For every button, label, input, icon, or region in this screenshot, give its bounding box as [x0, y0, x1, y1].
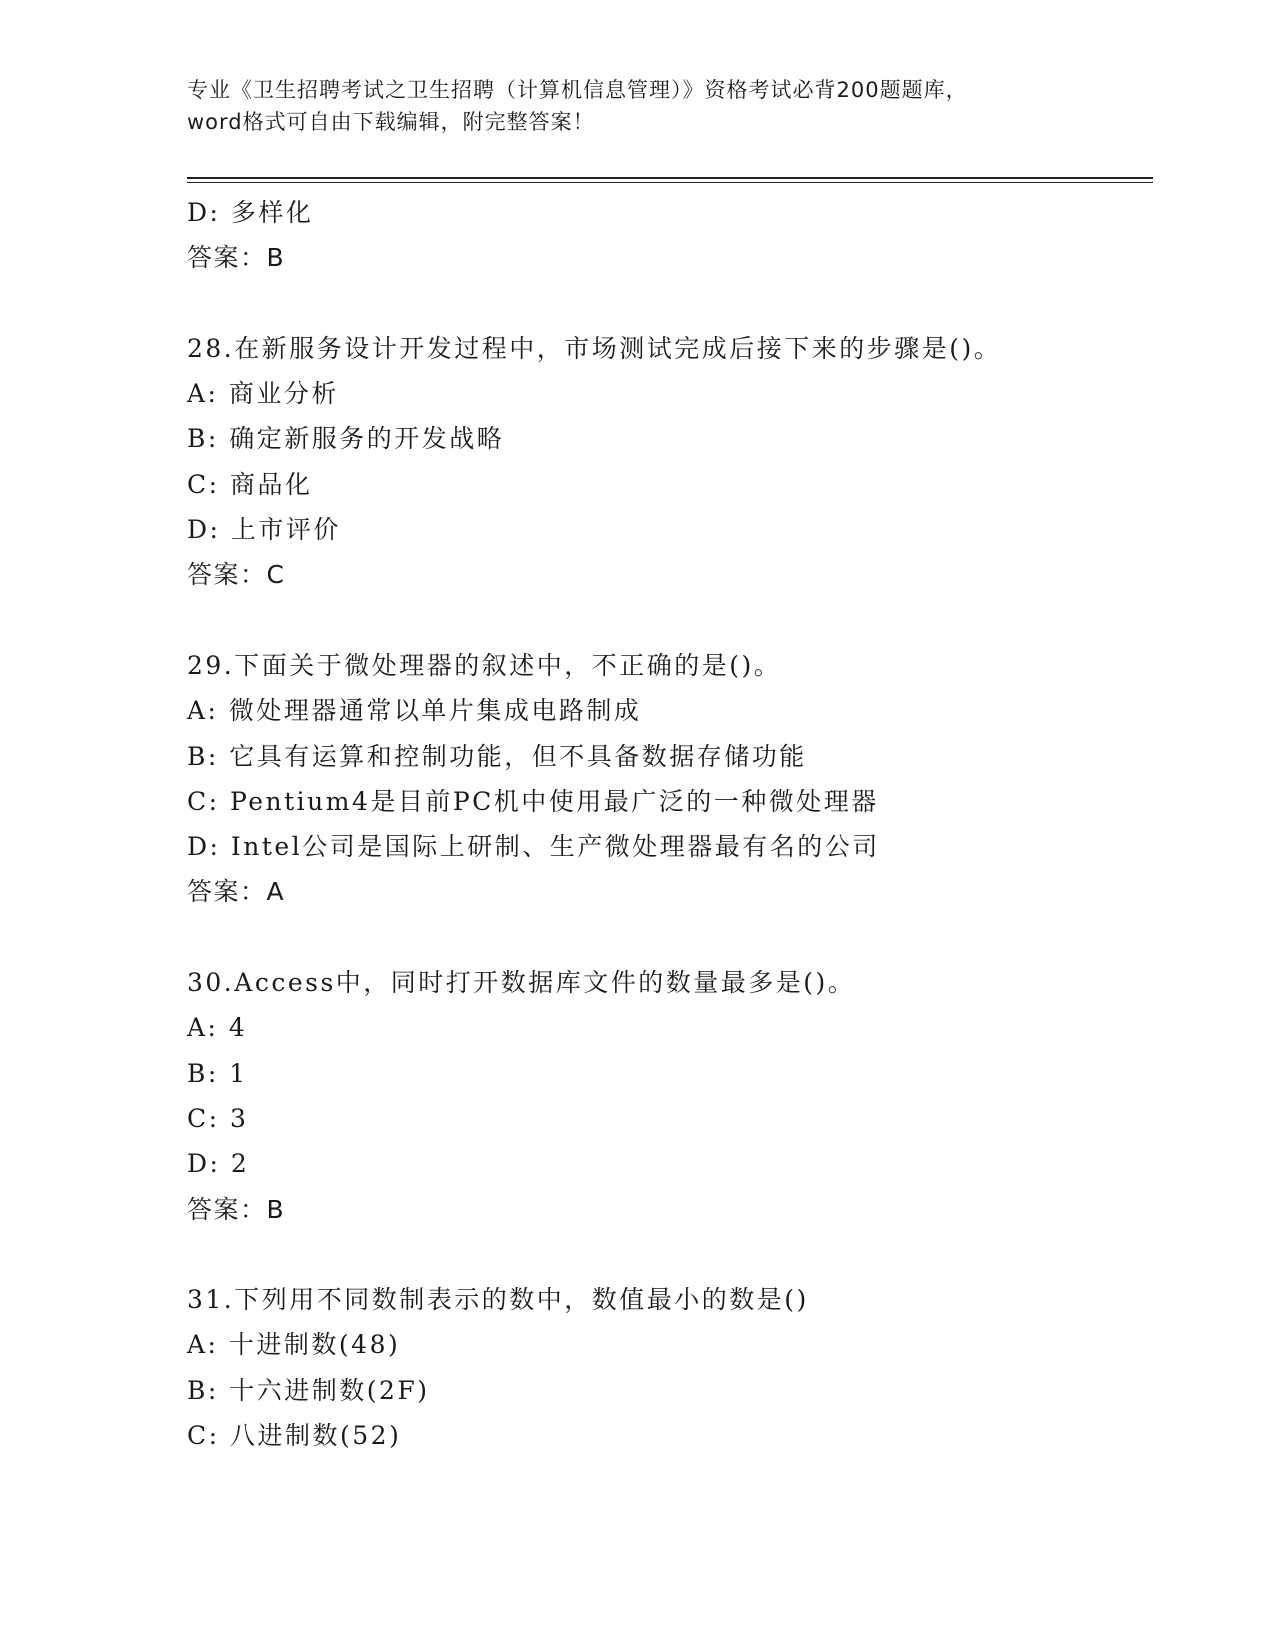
question-line: D: Intel公司是国际上研制、生产微处理器最有名的公司 — [187, 832, 880, 862]
header-divider-thin — [187, 182, 1153, 183]
answer-line: 答案：B — [187, 243, 286, 273]
question-line: D: 多样化 — [187, 198, 314, 227]
question-line: A: 4 — [187, 1013, 248, 1043]
question-line: A: 商业分析 — [187, 379, 339, 409]
question-block — [187, 643, 1153, 915]
question-line: D: 上市评价 — [187, 515, 341, 545]
question-line: C: Pentium4是目前PC机中使用最广泛的一种微处理器 — [187, 786, 879, 816]
header-title-line-1: 专业《卫生招聘考试之卫生招聘（计算机信息管理）》资格考试必背200题题库， — [187, 78, 968, 102]
question-list — [187, 190, 1153, 1458]
question-line: A: 十进制数(48) — [187, 1330, 401, 1360]
block-spacer — [187, 598, 1153, 643]
answer-line: 答案：B — [187, 1194, 286, 1224]
question-line: B: 它具有运算和控制功能，但不具备数据存储功能 — [187, 741, 807, 771]
block-spacer — [187, 915, 1153, 960]
block-spacer — [187, 281, 1153, 326]
header-divider-thick — [187, 177, 1153, 179]
question-stem: 30.Access中，同时打开数据库文件的数量最多是()。 — [187, 968, 856, 998]
question-stem: 29.下面关于微处理器的叙述中，不正确的是()。 — [187, 650, 782, 680]
question-line: B: 十六进制数(2F) — [187, 1375, 430, 1405]
question-line: C: 3 — [187, 1103, 249, 1133]
question-line: D: 2 — [187, 1149, 250, 1179]
question-block — [187, 960, 1153, 1232]
answer-line: 答案：A — [187, 877, 286, 907]
question-block — [187, 190, 1153, 281]
question-line: C: 八进制数(52) — [187, 1421, 402, 1451]
question-stem: 31.下列用不同数制表示的数中，数值最小的数是() — [187, 1285, 809, 1315]
document-header — [187, 74, 1067, 138]
question-block — [187, 1277, 1153, 1458]
question-line: A: 微处理器通常以单片集成电路制成 — [187, 696, 642, 726]
question-block — [187, 326, 1153, 598]
question-line: C: 商品化 — [187, 469, 313, 499]
question-line: B: 1 — [187, 1058, 248, 1088]
block-spacer — [187, 1232, 1153, 1277]
answer-line: 答案：C — [187, 560, 286, 590]
question-line: B: 确定新服务的开发战略 — [187, 424, 505, 454]
header-title-line-2: word格式可自由下载编辑，附完整答案！ — [187, 110, 595, 134]
question-stem: 28.在新服务设计开发过程中，市场测试完成后接下来的步骤是()。 — [187, 333, 1002, 363]
